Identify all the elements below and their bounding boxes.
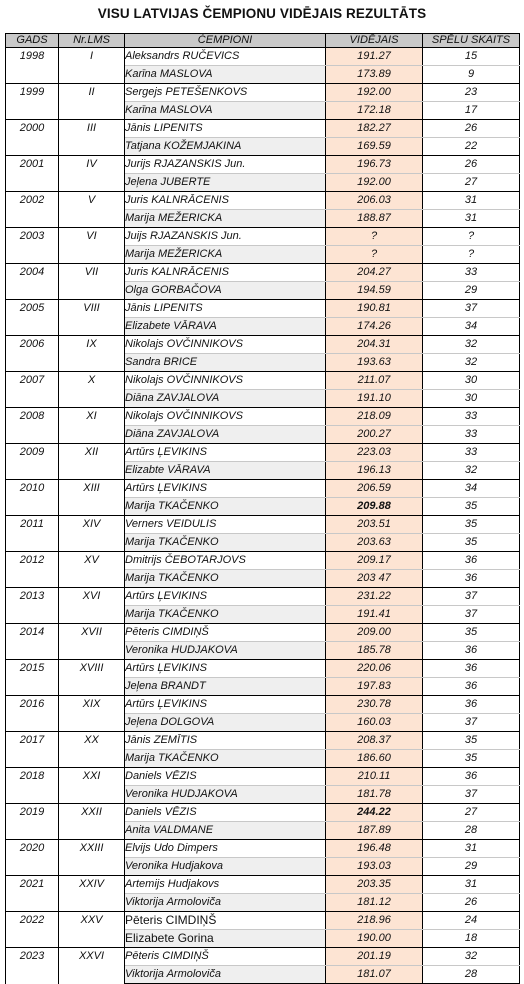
table-row [6, 732, 520, 750]
average-men-cell: ? [326, 228, 423, 246]
average-men-cell: 182.27 [326, 120, 423, 138]
header-row [6, 34, 520, 48]
year-cell: 1999 [6, 84, 59, 120]
champion-women-cell: Jeļena BRANDT [125, 678, 326, 696]
games-men-cell: 24 [423, 912, 520, 930]
champion-women-cell: Marija MEŽERICKA [125, 210, 326, 228]
games-women-cell: 35 [423, 498, 520, 516]
average-women-cell: 191.10 [326, 390, 423, 408]
table-row [6, 588, 520, 606]
games-women-cell: 29 [423, 282, 520, 300]
table-row [6, 624, 520, 642]
average-women-cell: 193.03 [326, 858, 423, 876]
average-women-cell: 203 47 [326, 570, 423, 588]
champion-men-cell: Daniels VĒZIS [125, 804, 326, 822]
champion-women-cell: Elizabete Gorina [125, 930, 326, 948]
games-men-cell: 26 [423, 120, 520, 138]
champion-women-cell: Veronika HUDJAKOVA [125, 786, 326, 804]
games-men-cell: 33 [423, 408, 520, 426]
average-women-cell: 169.59 [326, 138, 423, 156]
header-average: VIDĒJAIS [326, 34, 423, 48]
games-men-cell: 31 [423, 876, 520, 894]
champion-men-cell: Artūrs ĻEVIKINS [125, 660, 326, 678]
average-men-cell: 206.03 [326, 192, 423, 210]
champion-men-cell: Jānis LIPENITS [125, 120, 326, 138]
games-men-cell: ? [423, 228, 520, 246]
average-men-cell: 223.03 [326, 444, 423, 462]
champion-women-cell: Jeļena DOLGOVA [125, 714, 326, 732]
average-women-cell: 181.12 [326, 894, 423, 912]
championship-number-cell: V [59, 192, 125, 228]
champion-women-cell: Elizabete VĀRAVA [125, 318, 326, 336]
year-cell: 2004 [6, 264, 59, 300]
average-women-cell: 196.13 [326, 462, 423, 480]
games-men-cell: 36 [423, 552, 520, 570]
table-row [6, 804, 520, 822]
table-row [6, 876, 520, 894]
average-men-cell: 203.51 [326, 516, 423, 534]
champion-men-cell: Aleksandrs RUČEVICS [125, 48, 326, 66]
year-cell: 2023 [6, 948, 59, 984]
championship-number-cell: XV [59, 552, 125, 588]
year-cell: 2012 [6, 552, 59, 588]
games-women-cell: 28 [423, 966, 520, 984]
champion-men-cell: Nikolajs OVČINNIKOVS [125, 336, 326, 354]
year-cell: 2014 [6, 624, 59, 660]
year-cell: 2009 [6, 444, 59, 480]
championship-number-cell: IX [59, 336, 125, 372]
table-body [6, 48, 520, 984]
games-men-cell: 23 [423, 84, 520, 102]
championship-number-cell: XIII [59, 480, 125, 516]
average-women-cell: 193.63 [326, 354, 423, 372]
table-row [6, 300, 520, 318]
championship-number-cell: XXIII [59, 840, 125, 876]
games-men-cell: 36 [423, 696, 520, 714]
games-women-cell: 22 [423, 138, 520, 156]
championship-number-cell: XXV [59, 912, 125, 948]
average-women-cell: 192.00 [326, 174, 423, 192]
average-men-cell: 231.22 [326, 588, 423, 606]
champion-women-cell: Sandra BRICE [125, 354, 326, 372]
championship-number-cell: XVIII [59, 660, 125, 696]
champion-men-cell: Pēteris CIMDIŅŠ [125, 948, 326, 966]
champion-women-cell: Elizabte VĀRAVA [125, 462, 326, 480]
games-women-cell: 33 [423, 426, 520, 444]
games-women-cell: 18 [423, 930, 520, 948]
games-men-cell: 37 [423, 300, 520, 318]
champion-women-cell: Marija TKAČENKO [125, 498, 326, 516]
year-cell: 2001 [6, 156, 59, 192]
games-women-cell: 31 [423, 210, 520, 228]
average-women-cell: 209.88 [326, 498, 423, 516]
year-cell: 2002 [6, 192, 59, 228]
year-cell: 2017 [6, 732, 59, 768]
championship-number-cell: XIX [59, 696, 125, 732]
table-row [6, 480, 520, 498]
champion-men-cell: Sergejs PETEŠENKOVS [125, 84, 326, 102]
games-men-cell: 30 [423, 372, 520, 390]
championship-number-cell: I [59, 48, 125, 84]
championship-number-cell: XVII [59, 624, 125, 660]
games-men-cell: 34 [423, 480, 520, 498]
page-title: VISU LATVIJAS ČEMPIONU VIDĒJAIS REZULTĀTS [97, 6, 427, 21]
champion-women-cell: Veronika HUDJAKOVA [125, 642, 326, 660]
champion-women-cell: Marija TKAČENKO [125, 606, 326, 624]
champion-men-cell: Juris KALNRĀCENIS [125, 192, 326, 210]
games-women-cell: 30 [423, 390, 520, 408]
average-women-cell: 174.26 [326, 318, 423, 336]
champion-men-cell: Juris KALNRĀCENIS [125, 264, 326, 282]
champion-women-cell: Veronika Hudjakova [125, 858, 326, 876]
average-women-cell: 160.03 [326, 714, 423, 732]
average-women-cell: 185.78 [326, 642, 423, 660]
champion-men-cell: Artūrs ĻEVIKINS [125, 588, 326, 606]
average-men-cell: 218.09 [326, 408, 423, 426]
champion-men-cell: Jānis LIPENITS [125, 300, 326, 318]
year-cell: 2000 [6, 120, 59, 156]
games-men-cell: 35 [423, 516, 520, 534]
championship-number-cell: VI [59, 228, 125, 264]
championship-number-cell: XIV [59, 516, 125, 552]
games-women-cell: 36 [423, 678, 520, 696]
champions-table [5, 33, 520, 984]
games-men-cell: 15 [423, 48, 520, 66]
champion-women-cell: Viktorija Armolovič̌a [125, 894, 326, 912]
table-row [6, 408, 520, 426]
table-row [6, 552, 520, 570]
championship-number-cell: X [59, 372, 125, 408]
champion-women-cell: Diāna ZAVJALOVA [125, 426, 326, 444]
year-cell: 2008 [6, 408, 59, 444]
year-cell: 2016 [6, 696, 59, 732]
games-women-cell: 32 [423, 354, 520, 372]
championship-number-cell: XVI [59, 588, 125, 624]
games-men-cell: 27 [423, 804, 520, 822]
year-cell: 2013 [6, 588, 59, 624]
average-women-cell: 194.59 [326, 282, 423, 300]
champion-women-cell: Anita VALDMANE [125, 822, 326, 840]
champion-men-cell: Elvijs Udo Dimpers [125, 840, 326, 858]
year-cell: 2021 [6, 876, 59, 912]
table-row [6, 264, 520, 282]
average-men-cell: 220.06 [326, 660, 423, 678]
games-women-cell: 26 [423, 894, 520, 912]
games-men-cell: 36 [423, 768, 520, 786]
champion-women-cell: Marija TKAČENKO [125, 750, 326, 768]
header-nr: Nr.LMS [59, 34, 125, 48]
table-row [6, 192, 520, 210]
champion-women-cell: Viktorija Armolovič̌a [125, 966, 326, 984]
games-men-cell: 35 [423, 624, 520, 642]
table-row [6, 372, 520, 390]
table-row [6, 660, 520, 678]
championship-number-cell: VII [59, 264, 125, 300]
games-men-cell: 26 [423, 156, 520, 174]
average-men-cell: 196.73 [326, 156, 423, 174]
champion-men-cell: Daniels VĒZIS [125, 768, 326, 786]
average-men-cell: 191.27 [326, 48, 423, 66]
champion-men-cell: Artūrs ĻEVIKINS [125, 444, 326, 462]
year-cell: 2019 [6, 804, 59, 840]
average-women-cell: 181.07 [326, 966, 423, 984]
average-women-cell: 191.41 [326, 606, 423, 624]
average-men-cell: 204.31 [326, 336, 423, 354]
games-women-cell: 27 [423, 174, 520, 192]
games-women-cell: 32 [423, 462, 520, 480]
champion-men-cell: Juijs RJAZANSKIS Jun. [125, 228, 326, 246]
champion-men-cell: Artūrs ĻEVIKINS [125, 480, 326, 498]
table-row [6, 444, 520, 462]
average-men-cell: 192.00 [326, 84, 423, 102]
champion-women-cell: Karīna MASLOVA [125, 66, 326, 84]
table-row [6, 48, 520, 66]
average-women-cell: 172.18 [326, 102, 423, 120]
games-women-cell: 28 [423, 822, 520, 840]
average-women-cell: 190.00 [326, 930, 423, 948]
championship-number-cell: VIII [59, 300, 125, 336]
header-games: SPĒLU SKAITS [423, 34, 520, 48]
average-women-cell: 173.89 [326, 66, 423, 84]
champion-men-cell: Pēteris CIMDIŅŠ [125, 624, 326, 642]
average-women-cell: 188.87 [326, 210, 423, 228]
year-cell: 2011 [6, 516, 59, 552]
champion-men-cell: Jānis ZEMĪTIS [125, 732, 326, 750]
table-row [6, 156, 520, 174]
champion-women-cell: Marija MEŽERICKA [125, 246, 326, 264]
champion-women-cell: Olga GORBAČOVA [125, 282, 326, 300]
year-cell: 2007 [6, 372, 59, 408]
games-men-cell: 37 [423, 588, 520, 606]
games-men-cell: 33 [423, 444, 520, 462]
average-men-cell: 244.22 [326, 804, 423, 822]
average-men-cell: 230.78 [326, 696, 423, 714]
year-cell: 2010 [6, 480, 59, 516]
championship-number-cell: XII [59, 444, 125, 480]
champion-men-cell: Artemijs Hudjakovs [125, 876, 326, 894]
champion-men-cell: Nikolajs OVČINNIKOVS [125, 372, 326, 390]
average-men-cell: 196.48 [326, 840, 423, 858]
table-row [6, 948, 520, 966]
champion-women-cell: Marija TKAČENKO [125, 534, 326, 552]
year-cell: 2015 [6, 660, 59, 696]
champion-men-cell: Dmitrijs ČEBOTARJOVS [125, 552, 326, 570]
championship-number-cell: III [59, 120, 125, 156]
average-men-cell: 209.17 [326, 552, 423, 570]
average-men-cell: 211.07 [326, 372, 423, 390]
games-men-cell: 32 [423, 948, 520, 966]
championship-number-cell: XX [59, 732, 125, 768]
year-cell: 2020 [6, 840, 59, 876]
table-row [6, 696, 520, 714]
champion-men-cell: Nikolajs OVČINNIKOVS [125, 408, 326, 426]
champion-women-cell: Marija TKAČENKO [125, 570, 326, 588]
table-row [6, 516, 520, 534]
games-women-cell: 17 [423, 102, 520, 120]
games-men-cell: 31 [423, 840, 520, 858]
championship-number-cell: XXIV [59, 876, 125, 912]
average-men-cell: 203.35 [326, 876, 423, 894]
average-men-cell: 208.37 [326, 732, 423, 750]
champion-women-cell: Karīna MASLOVA [125, 102, 326, 120]
games-women-cell: 35 [423, 534, 520, 552]
average-women-cell: 197.83 [326, 678, 423, 696]
table-header [6, 34, 520, 48]
games-women-cell: 29 [423, 858, 520, 876]
table-row [6, 120, 520, 138]
year-cell: 2006 [6, 336, 59, 372]
average-women-cell: 186.60 [326, 750, 423, 768]
champion-men-cell: Pēteris CIMDIŅŠ [125, 912, 326, 930]
games-women-cell: 35 [423, 750, 520, 768]
average-men-cell: 204.27 [326, 264, 423, 282]
average-women-cell: 187.89 [326, 822, 423, 840]
games-women-cell: 36 [423, 570, 520, 588]
average-men-cell: 209.00 [326, 624, 423, 642]
table-row [6, 84, 520, 102]
championship-number-cell: IV [59, 156, 125, 192]
games-men-cell: 31 [423, 192, 520, 210]
average-women-cell: 200.27 [326, 426, 423, 444]
games-women-cell: 9 [423, 66, 520, 84]
games-men-cell: 35 [423, 732, 520, 750]
championship-number-cell: XI [59, 408, 125, 444]
games-women-cell: 36 [423, 642, 520, 660]
year-cell: 2005 [6, 300, 59, 336]
table-row [6, 336, 520, 354]
header-champion: ČEMPIONI [125, 34, 326, 48]
table-row [6, 768, 520, 786]
champion-men-cell: Artūrs ĻEVIKINS [125, 696, 326, 714]
games-women-cell: 34 [423, 318, 520, 336]
championship-number-cell: XXVI [59, 948, 125, 984]
champion-women-cell: Jeļena JUBERTE [125, 174, 326, 192]
table-row [6, 840, 520, 858]
games-women-cell: ? [423, 246, 520, 264]
average-men-cell: 206.59 [326, 480, 423, 498]
games-women-cell: 37 [423, 786, 520, 804]
year-cell: 2022 [6, 912, 59, 948]
champion-men-cell: Jurijs RJAZANSKIS Jun. [125, 156, 326, 174]
champion-women-cell: Tatjana KOŽEMJAKINA [125, 138, 326, 156]
year-cell: 2018 [6, 768, 59, 804]
year-cell: 2003 [6, 228, 59, 264]
header-year: GADS [6, 34, 59, 48]
championship-number-cell: XXI [59, 768, 125, 804]
average-men-cell: 210.11 [326, 768, 423, 786]
championship-number-cell: II [59, 84, 125, 120]
games-men-cell: 33 [423, 264, 520, 282]
table-row [6, 228, 520, 246]
average-men-cell: 190.81 [326, 300, 423, 318]
average-men-cell: 218.96 [326, 912, 423, 930]
champion-men-cell: Verners VEIDULIS [125, 516, 326, 534]
games-women-cell: 37 [423, 714, 520, 732]
table-row [6, 912, 520, 930]
games-men-cell: 36 [423, 660, 520, 678]
average-women-cell: ? [326, 246, 423, 264]
average-women-cell: 203.63 [326, 534, 423, 552]
games-women-cell: 37 [423, 606, 520, 624]
average-men-cell: 201.19 [326, 948, 423, 966]
champion-women-cell: Diāna ZAVJALOVA [125, 390, 326, 408]
games-men-cell: 32 [423, 336, 520, 354]
championship-number-cell: XXII [59, 804, 125, 840]
year-cell: 1998 [6, 48, 59, 84]
average-women-cell: 181.78 [326, 786, 423, 804]
